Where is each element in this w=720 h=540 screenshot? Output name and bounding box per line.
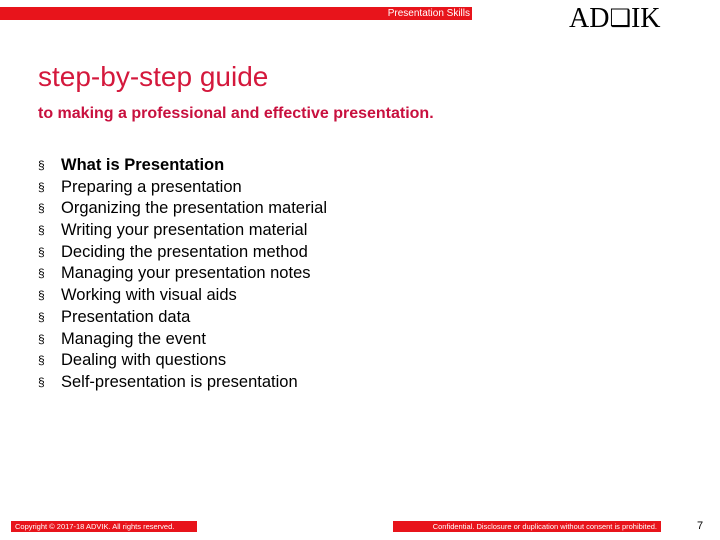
advik-logo [569,2,661,35]
topic-text: Self-presentation is presentation [61,372,298,391]
topic-text: Managing the event [61,329,206,348]
page-number: 7 [697,520,704,532]
bullet-icon: § [38,266,45,281]
bullet-icon: § [38,309,45,324]
bullet-icon: § [38,179,45,194]
bullet-icon: § [38,288,45,303]
logo-square-icon: ❑ [609,4,631,32]
bullet-icon: § [38,353,45,368]
bullet-icon: § [38,223,45,238]
slide-title: step-by-step guide [38,61,269,92]
bullet-icon: § [38,201,45,216]
footer-confidential-bar [393,521,661,532]
bullet-icon: § [38,374,45,389]
topic-text: Dealing with questions [61,351,227,370]
bullet-icon: § [38,244,45,259]
topic-text: Working with visual aids [61,286,237,305]
confidential-text: Confidential. Disclosure or duplication without consent is prohibited. [432,522,657,531]
copyright-text: Copyright © 2017-18 ADVIK. All rights reserved. [15,522,175,531]
topic-text: Writing your presentation material [61,221,308,240]
topic-text: Presentation data [61,307,191,326]
topic-text: Deciding the presentation method [61,242,308,261]
topic-text: Managing your presentation notes [61,264,311,283]
slide-subtitle: to making a professional and effective presentation. [38,105,434,122]
logo-text-right: IK [630,3,661,34]
footer-copyright-bar [11,521,197,532]
topic-text: Preparing a presentation [61,177,242,196]
header-label: Presentation Skills [387,8,470,19]
topic-text: What is Presentation [61,156,225,174]
topic-text: Organizing the presentation material [61,199,327,218]
header-bar [0,7,472,20]
logo-text-left: AD [569,3,610,34]
bullet-icon: § [38,331,45,346]
bullet-icon: § [38,158,45,172]
